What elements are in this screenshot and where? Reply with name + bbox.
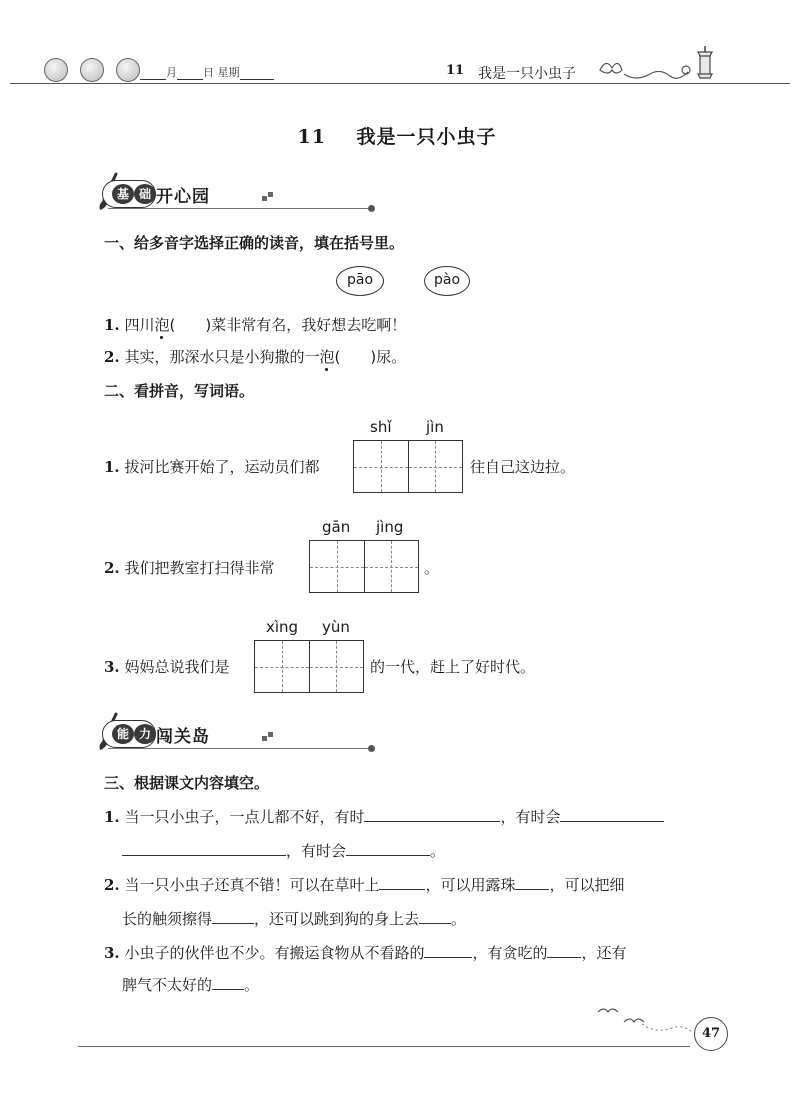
polyphone-char: 泡 [154, 316, 170, 334]
question-2-item-2-text: 2. 我们把教室打扫得非常 [104, 559, 275, 577]
footer-rule [78, 1046, 690, 1047]
question-1-heading: 一、给多音字选择正确的读音，填在括号里。 [104, 234, 405, 252]
question-2-item-1-after: 往自己这边拉。 [470, 458, 576, 476]
title-number: 11 [297, 126, 326, 148]
section-title-basics: 开心园 [156, 187, 210, 207]
question-3-item-2-line-2: 长的触须擦得 ，还可以跳到狗的身上去 。 [122, 910, 467, 928]
answer-blank[interactable] [364, 806, 500, 822]
header-rule [10, 83, 790, 84]
pinyin-jing: jìng [376, 518, 404, 536]
pinyin-yun: yùn [322, 618, 350, 636]
weekday-label: 星期 [217, 66, 240, 79]
question-3-item-2-line-1: 2. 当一只小虫子还真不错！可以在草叶上 ，可以用露珠 ，可以把细 [104, 876, 625, 894]
answer-blank[interactable] [547, 942, 581, 958]
question-2-heading: 二、看拼音，写词语。 [104, 382, 255, 400]
question-2-item-1-text: 1. 拔河比赛开始了，运动员们都 [104, 458, 320, 476]
question-1-item-1: 1. 四川泡( )菜非常有名，我好想去吃啊！ [104, 316, 407, 334]
page-number: 47 [694, 1017, 728, 1051]
answer-blank[interactable] [122, 840, 286, 856]
polyphone-char: 泡 [319, 348, 335, 366]
answer-paren[interactable]: ( ) [169, 316, 212, 334]
neutral-face-icon [80, 58, 104, 82]
header-lesson-title: 我是一只小虫子 [478, 66, 576, 82]
answer-blank[interactable] [379, 874, 425, 890]
pinyin-jin: jìn [426, 418, 444, 436]
answer-blank[interactable] [212, 974, 244, 990]
pinyin-shi: shǐ [370, 418, 392, 436]
section-banner-basics [100, 178, 390, 214]
butterfly-lantern-icon [594, 44, 724, 88]
question-3-item-1-line-2: ，有时会 。 [122, 840, 445, 861]
question-2-item-3-after: 的一代，赶上了好时代。 [370, 658, 536, 676]
date-fill-line [140, 64, 274, 80]
smiley-face-icon [44, 58, 68, 82]
answer-blank[interactable] [212, 908, 254, 924]
writing-grid-2[interactable] [309, 540, 419, 593]
sad-face-icon [116, 58, 140, 82]
question-1-item-2: 2. 其实，那深水只是小狗撒的一泡( )尿。 [104, 348, 407, 366]
pinyin-gan: gān [322, 518, 351, 536]
chip-neng: 能 [112, 724, 134, 744]
answer-blank[interactable] [515, 874, 549, 890]
chip-ji: 基 [112, 184, 134, 204]
month-label: 月 [166, 66, 177, 79]
pinyin-option-pao1: pāo [336, 266, 384, 296]
chip-li: 力 [134, 724, 156, 744]
header-lesson-number: 11 [446, 63, 465, 78]
question-2-item-3-text: 3. 妈妈总说我们是 [104, 658, 230, 676]
day-label: 日 [203, 66, 214, 79]
title-text: 我是一只小虫子 [356, 126, 497, 148]
question-3-item-1-line-1: 1. 当一只小虫子，一点儿都不好，有时 ，有时会 [104, 806, 664, 827]
question-2-item-2-after: 。 [424, 559, 440, 577]
writing-grid-1[interactable] [353, 440, 463, 493]
question-3-heading: 三、根据课文内容填空。 [104, 774, 270, 792]
question-3-item-3-line-2: 脾气不太好的 。 [122, 976, 260, 994]
writing-grid-3[interactable] [254, 640, 364, 693]
answer-blank[interactable] [560, 806, 664, 822]
pinyin-option-pao4: pào [424, 266, 470, 296]
answer-blank[interactable] [419, 908, 451, 924]
answer-blank[interactable] [346, 840, 430, 856]
section-banner-ability [100, 718, 390, 754]
chip-chu: 础 [134, 184, 156, 204]
pinyin-xing: xìng [266, 618, 299, 636]
section-title-ability: 闯关岛 [156, 727, 210, 747]
answer-paren[interactable]: ( ) [334, 348, 377, 366]
answer-blank[interactable] [424, 942, 472, 958]
question-3-item-3-line-1: 3. 小虫子的伙伴也不少。有搬运食物从不看路的 ，有贪吃的 ，还有 [104, 944, 627, 962]
page-title [0, 122, 794, 149]
birds-decoration-icon [594, 1000, 694, 1040]
